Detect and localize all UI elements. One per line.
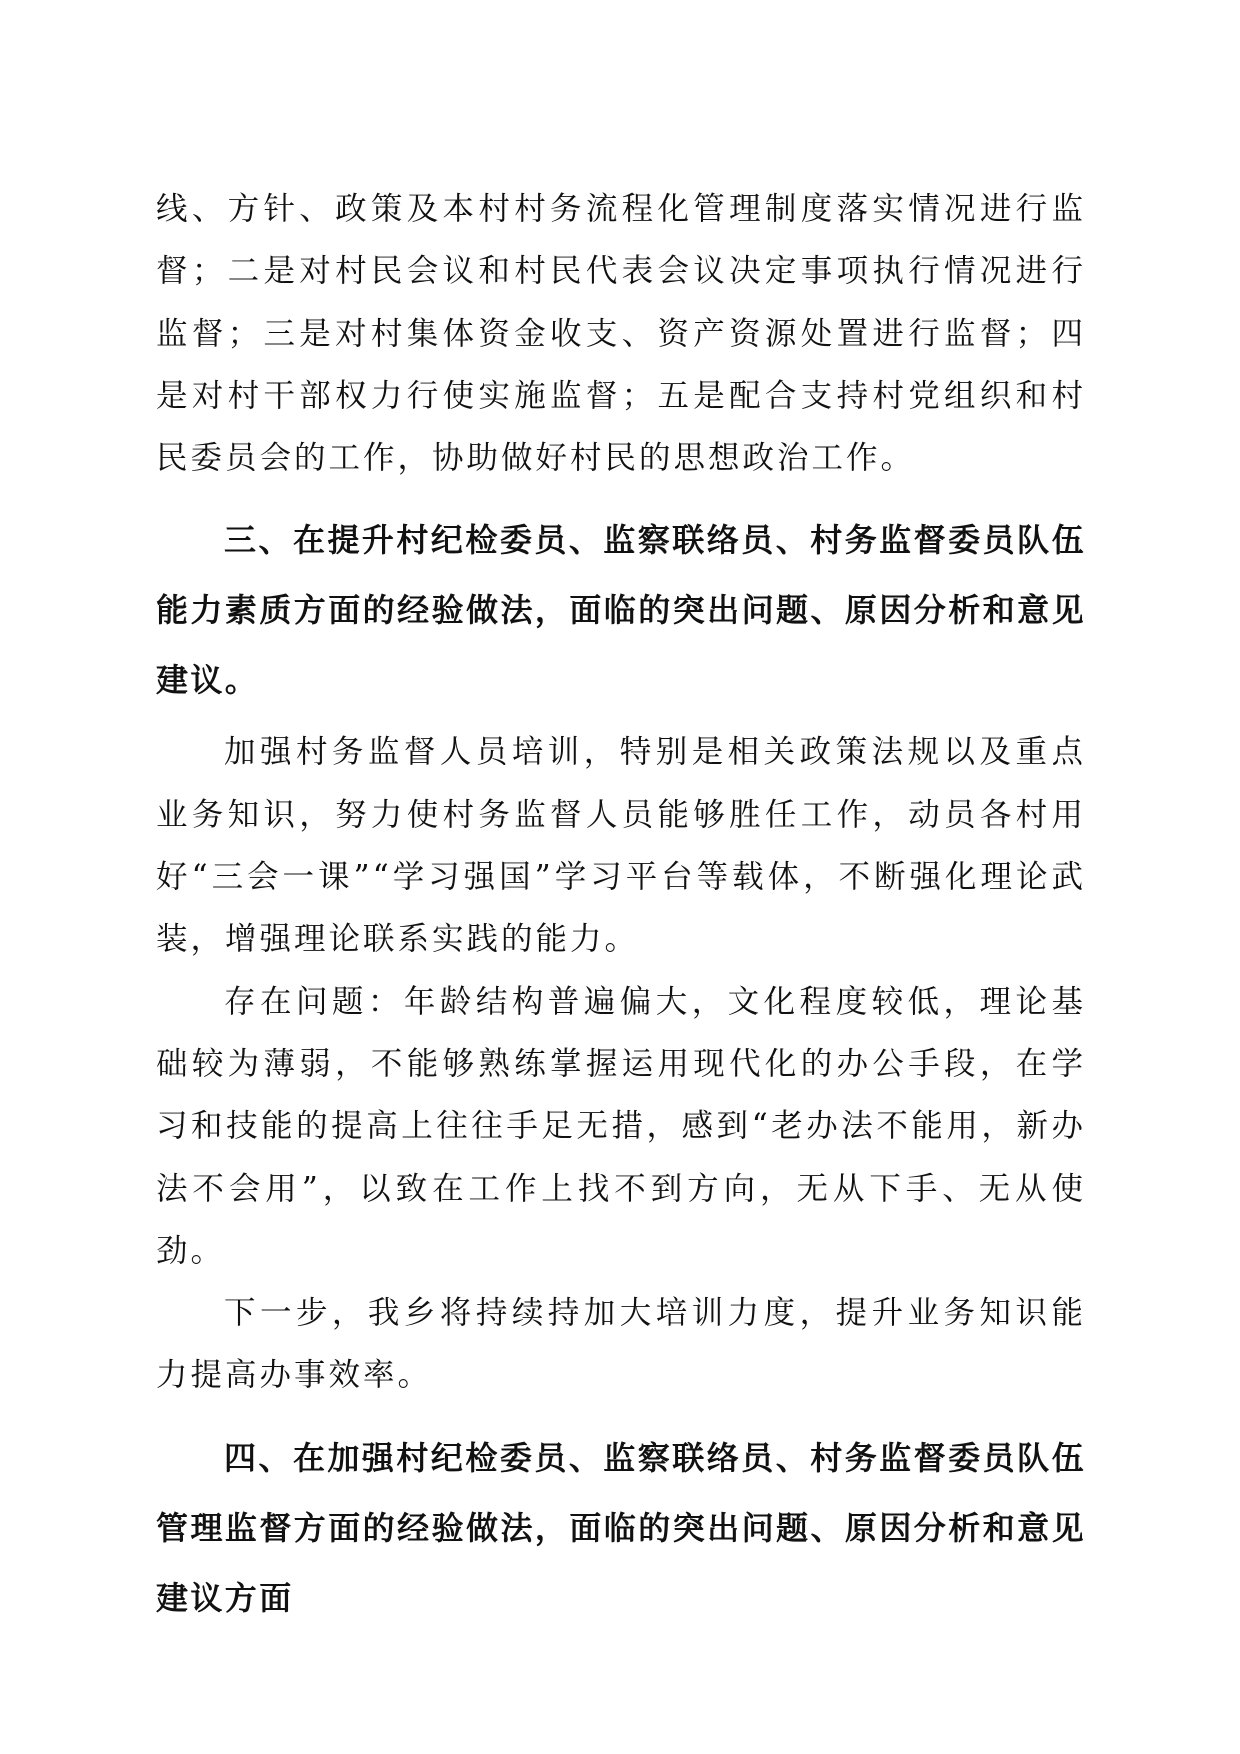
body-paragraph-training: 加强村务监督人员培训，特别是相关政策法规以及重点业务知识，努力使村务监督人员能够胜任工作，动员各村用好“三会一课”“学习强国”学习平台等载体，不断强化理论武装，增强理论联系实践的能力。 — [156, 734, 1086, 958]
body-paragraph-next-step: 下一步，我乡将持续持加大培训力度，提升业务知识能力提高办事效率。 — [156, 1295, 1086, 1394]
spacer — [156, 1407, 1086, 1423]
body-paragraph-continuation: 线、方针、政策及本村村务流程化管理制度落实情况进行监督；二是对村民会议和村民代表会议决定事项执行情况进行监督；三是对村集体资金收支、资产资源处置进行监督；四是对村干部权力行使实施监督；五是配合支持村党组织和村民委员会的工作，协助做好村民的思想政治工作。 — [156, 191, 1086, 477]
section-heading-four: 四、在加强村纪检委员、监察联络员、村务监督委员队伍管理监督方面的经验做法，面临的突出问题、原因分析和意见建议方面 — [156, 1438, 1086, 1617]
spacer — [156, 489, 1086, 505]
body-paragraph-problems: 存在问题：年龄结构普遍偏大，文化程度较低，理论基础较为薄弱，不能够熟练掌握运用现代化的办公手段，在学习和技能的提高上往往手足无措，感到“老办法不能用，新办法不会用”，以致在工作上找不到方向，无从下手、无从使劲。 — [156, 983, 1086, 1269]
section-heading-three: 三、在提升村纪检委员、监察联络员、村务监督委员队伍能力素质方面的经验做法，面临的突出问题、原因分析和意见建议。 — [156, 521, 1086, 700]
document-body — [156, 178, 1086, 1633]
